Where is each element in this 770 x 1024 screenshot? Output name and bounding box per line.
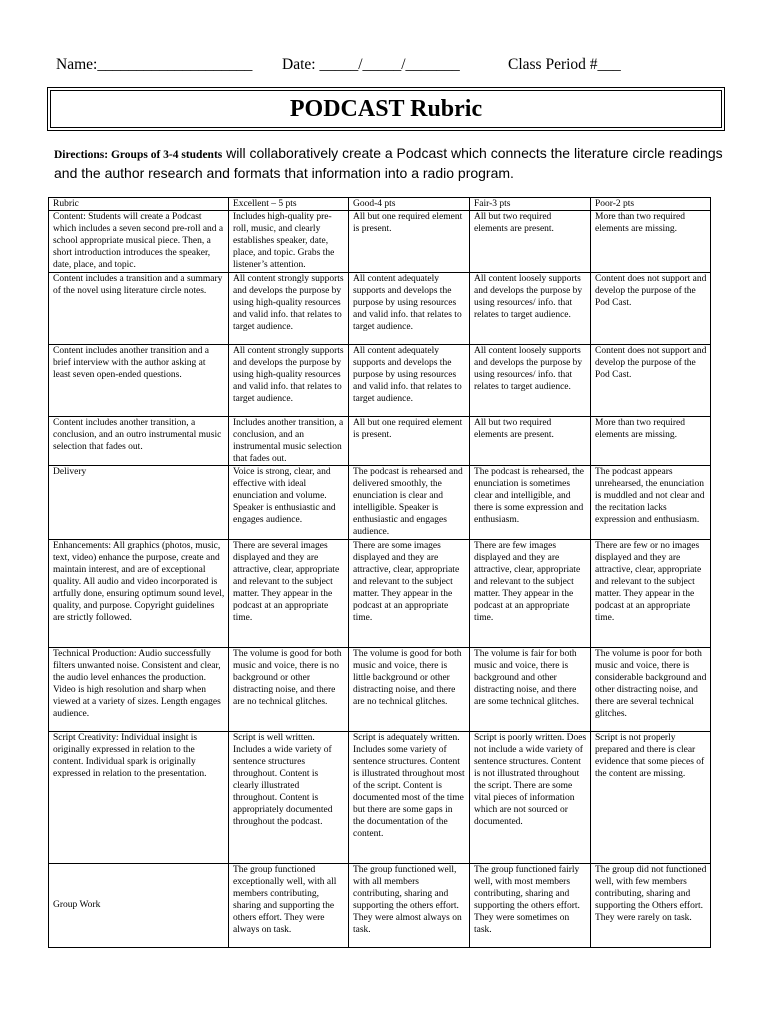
rubric-row [49, 211, 711, 272]
rubric-cell-excellent: There are several images displayed and they are attractive, clear, appropriate and relevant to the subject matter. They appear in the podcast at an appropriate time. [229, 539, 349, 647]
rubric-cell-excellent: The volume is good for both music and voice, there is no background or other distracting noise, and there are no technical glitches. [229, 647, 349, 731]
header-cell-excellent: Excellent – 5 pts [229, 198, 349, 211]
rubric-cell-fair: There are few images displayed and they are attractive, clear, appropriate and relevant to the subject matter. They appear in the podcast at an appropriate time. [470, 539, 591, 647]
rubric-cell-excellent: All content strongly supports and develops the purpose by using high-quality resources and valid info. that relates to target audience. [229, 272, 349, 344]
rubric-cell-excellent: The group functioned exceptionally well, with all members contributing, sharing and supporting the others effort. They were always on task. [229, 863, 349, 947]
rubric-cell-good: Script is adequately written. Includes some variety of sentence structures. Content is illustrated throughout most of the script. Content is documented most of the time but there are some gaps in the documentation of the content. [349, 731, 470, 863]
rubric-cell-poor: The group did not functioned well, with few members contributing, sharing and supporting the Others effort. They were rarely on task. [591, 863, 711, 947]
title-box [50, 90, 722, 128]
header-cell-fair: Fair-3 pts [470, 198, 591, 211]
rubric-cell-criteria: Enhancements: All graphics (photos, music, text, video) enhance the purpose, create and maintain interest, and are of exceptional quality. All audio and video incorporated is artfully done, ensuring optimum sound level, quality, and purpose. Copyright guidelines are strictly followed. [49, 539, 229, 647]
rubric-cell-excellent: All content strongly supports and develops the purpose by using high-quality resources and valid info. that relates to target audience. [229, 344, 349, 416]
directions [54, 144, 724, 184]
rubric-cell-good: The podcast is rehearsed and delivered smoothly, the enunciation is clear and intelligible. Speaker is enthusiastic and engages audience. [349, 465, 470, 539]
rubric-header-row [49, 198, 711, 211]
rubric-table [48, 197, 711, 948]
rubric-cell-poor: Script is not properly prepared and there is clear evidence that some pieces of the content are missing. [591, 731, 711, 863]
rubric-cell-good: All content adequately supports and develops the purpose by using resources and valid info. that relates to target audience. [349, 344, 470, 416]
rubric-cell-fair: All but two required elements are present. [470, 416, 591, 465]
rubric-row [49, 272, 711, 344]
rubric-cell-good: There are some images displayed and they are attractive, clear, appropriate and relevant to the subject matter. They appear in the podcast at an appropriate time. [349, 539, 470, 647]
rubric-cell-fair: Script is poorly written. Does not include a wide variety of sentence structures. Content is not illustrated throughout the script. There are some vital pieces of information which are not sourced or documented. [470, 731, 591, 863]
rubric-cell-criteria: Technical Production: Audio successfully filters unwanted noise. Consistent and clear, the audio level enhances the production. Video is high resolution and sharp when viewed at a variety of sizes. Length engages audience. [49, 647, 229, 731]
rubric-cell-excellent: Includes high-quality pre-roll, music, and clearly establishes speaker, date, place, and topic. Grabs the listener’s attention. [229, 211, 349, 272]
rubric-cell-good: All but one required element is present. [349, 416, 470, 465]
rubric-cell-fair: The group functioned fairly well, with most members contributing, sharing and supporting the others effort. They were sometimes on task. [470, 863, 591, 947]
rubric-cell-fair: All content loosely supports and develops the purpose by using resources/ info. that relates to target audience. [470, 272, 591, 344]
rubric-row [49, 465, 711, 539]
rubric-cell-criteria: Content includes a transition and a summary of the novel using literature circle notes. [49, 272, 229, 344]
name-field-label: Name:____________________ [56, 56, 253, 73]
rubric-cell-poor: Content does not support and develop the purpose of the Pod Cast. [591, 272, 711, 344]
rubric-cell-good: All content adequately supports and develops the purpose by using resources and valid info. that relates to target audience. [349, 272, 470, 344]
rubric-cell-criteria: Content includes another transition and a brief interview with the author asking at least seven open-ended questions. [49, 344, 229, 416]
header-cell-criteria: Rubric [49, 198, 229, 211]
rubric-cell-good: All but one required element is present. [349, 211, 470, 272]
rubric-cell-poor: Content does not support and develop the purpose of the Pod Cast. [591, 344, 711, 416]
rubric-table-body [49, 198, 711, 948]
rubric-cell-good: The volume is good for both music and voice, there is little background or other distracting noise, and there are no technical glitches. [349, 647, 470, 731]
rubric-row [49, 539, 711, 647]
page-title: PODCAST Rubric [289, 95, 483, 122]
rubric-cell-excellent: Voice is strong, clear, and effective with ideal enunciation and volume. Speaker is enthusiastic and engages audience. [229, 465, 349, 539]
rubric-cell-excellent: Includes another transition, a conclusion, and an instrumental music selection that fades out. [229, 416, 349, 465]
student-info-header [56, 56, 716, 78]
rubric-cell-fair: The volume is fair for both music and voice, there is background and other distracting noise, and there are some technical glitches. [470, 647, 591, 731]
directions-label: Directions: Groups of 3-4 students [54, 149, 223, 161]
class-period-label: Class Period #___ [508, 56, 621, 73]
rubric-cell-poor: The podcast appears unrehearsed, the enunciation is muddled and not clear and the recitation lacks expression and enthusiasm. [591, 465, 711, 539]
header-cell-poor: Poor-2 pts [591, 198, 711, 211]
rubric-cell-good: The group functioned well, with all members contributing, sharing and supporting the others effort. They were almost always on task. [349, 863, 470, 947]
rubric-cell-poor: The volume is poor for both music and voice, there is considerable background and other distracting noise, and there are several technical glitches. [591, 647, 711, 731]
rubric-row [49, 863, 711, 947]
rubric-cell-excellent: Script is well written. Includes a wide variety of sentence structures throughout. Content is clearly illustrated throughout. Content is appropriately documented throughout the podcast. [229, 731, 349, 863]
rubric-row [49, 647, 711, 731]
rubric-cell-fair: All content loosely supports and develops the purpose by using resources/ info. that relates to target audience. [470, 344, 591, 416]
date-field-label: Date: _____/_____/_______ [282, 56, 460, 73]
header-cell-good: Good-4 pts [349, 198, 470, 211]
rubric-cell-criteria: Content: Students will create a Podcast which includes a seven second pre-roll and a school appropriate musical piece. Then, a short introduction introduces the speaker, date, place, and topic. [49, 211, 229, 272]
rubric-row [49, 731, 711, 863]
rubric-cell-fair: All but two required elements are present. [470, 211, 591, 272]
rubric-cell-poor: More than two required elements are missing. [591, 211, 711, 272]
rubric-cell-criteria: Delivery [49, 465, 229, 539]
rubric-cell-criteria: Script Creativity: Individual insight is originally expressed in relation to the content. Individual spark is originally expressed in relation to the presentation. [49, 731, 229, 863]
directions-text: will collaboratively create a Podcast which connects the literature circle readings and the author research and formats that information into a radio program. [54, 145, 723, 181]
rubric-row [49, 344, 711, 416]
rubric-cell-criteria: Content includes another transition, a conclusion, and an outro instrumental music selection that fades out. [49, 416, 229, 465]
rubric-cell-poor: More than two required elements are missing. [591, 416, 711, 465]
rubric-cell-criteria: Group Work [49, 863, 229, 947]
rubric-cell-fair: The podcast is rehearsed, the enunciation is sometimes clear and intelligible, and there is some expression and enthusiasm. [470, 465, 591, 539]
rubric-cell-poor: There are few or no images displayed and they are attractive, clear, appropriate and relevant to the subject matter. They appear in the podcast at an appropriate time. [591, 539, 711, 647]
rubric-row [49, 416, 711, 465]
